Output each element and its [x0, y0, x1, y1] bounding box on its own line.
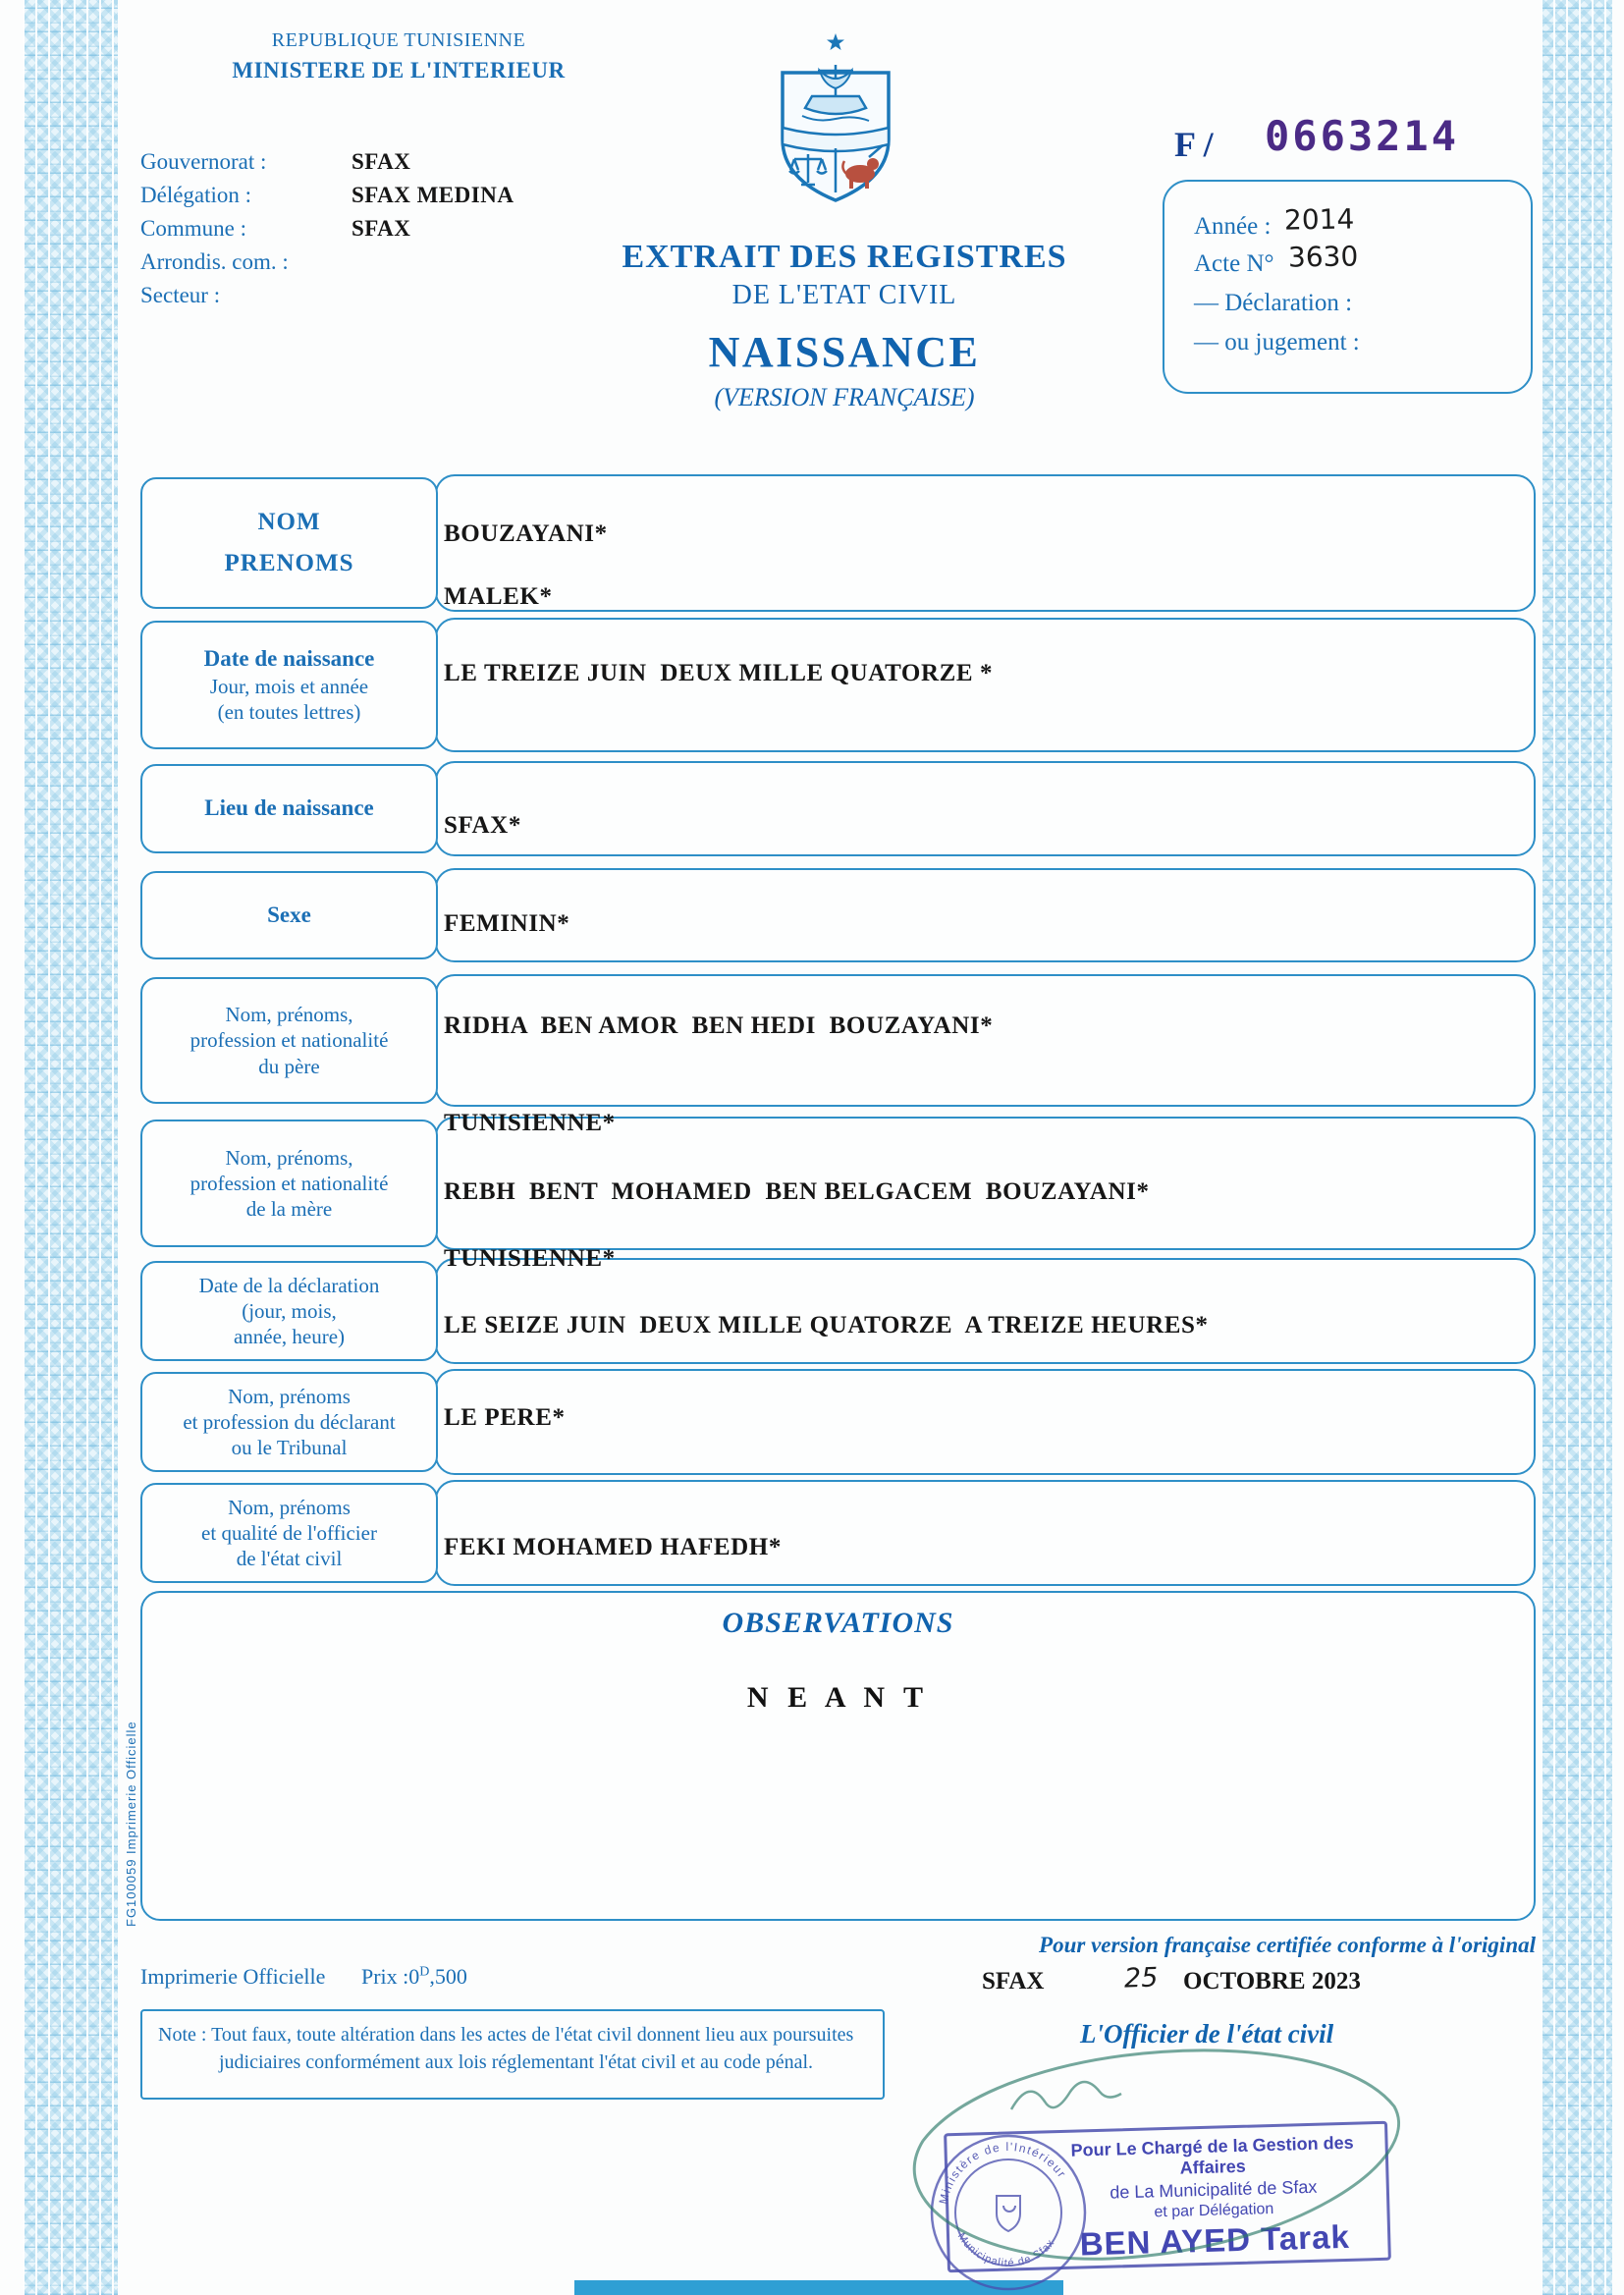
- field-date-naissance: LE TREIZE JUIN DEUX MILLE QUATORZE *: [444, 660, 994, 686]
- row-sexe: [140, 868, 1536, 962]
- officer-title: L'Officier de l'état civil: [1080, 2019, 1334, 2049]
- field-nom: BOUZAYANI*: [444, 520, 608, 547]
- republic-line: REPUBLIQUE TUNISIENNE: [271, 29, 526, 51]
- tunisia-coat-of-arms-icon: [761, 26, 908, 208]
- arrondissement-label: Arrondis. com. :: [140, 249, 289, 274]
- label-line: Nom, prénoms: [228, 1495, 351, 1519]
- serial-number-stamp: 0663214: [1265, 112, 1460, 160]
- delegation-value: SFAX MEDINA: [352, 183, 514, 207]
- prix-suffix: ,500: [429, 1964, 467, 1989]
- stamp-ring-top-text: Ministère de l'Intérieur: [936, 2139, 1070, 2206]
- acte-info-box: [1163, 180, 1533, 394]
- acte-numero-label: Acte N°: [1194, 250, 1274, 277]
- label-line: (jour, mois,: [242, 1298, 337, 1323]
- imprimerie-label: Imprimerie Officielle: [140, 1964, 326, 1989]
- value-box-sexe: [435, 868, 1536, 962]
- field-date-declaration: LE SEIZE JUIN DEUX MILLE QUATORZE A TREIZE HEURES*: [444, 1312, 1209, 1339]
- commune-label: Commune :: [140, 216, 246, 241]
- annee-value: 2014: [1283, 202, 1355, 237]
- label-line: profession et nationalité: [189, 1171, 389, 1195]
- gouvernorat-value: SFAX: [352, 149, 411, 174]
- certification-date: OCTOBRE 2023: [1183, 1968, 1361, 1994]
- document-title: [511, 239, 1178, 412]
- label-box-officier: [140, 1483, 438, 1583]
- value-box-date-declaration: [435, 1258, 1536, 1364]
- legal-note-box: Note : Tout faux, toute altération dans les actes de l'état civil donnent lieu aux poursuites judiciaires conformément aux lois réglementant l'état civil et au code pénal.: [140, 2009, 885, 2100]
- serial-prefix: F /: [1174, 125, 1214, 164]
- label-line: Date de naissance: [203, 646, 375, 672]
- prix-label: [361, 1964, 467, 1990]
- handwritten-signature: [864, 1994, 1473, 2288]
- label-box-nom-prenoms: [140, 477, 438, 609]
- declaration-label: — Déclaration :: [1194, 290, 1353, 316]
- label-box-date-naissance: [140, 621, 438, 749]
- label-line: Jour, mois et année: [209, 674, 369, 698]
- label-line: Date de la déclaration: [198, 1273, 380, 1297]
- title-line-4: (VERSION FRANÇAISE): [714, 383, 975, 411]
- title-line-1: EXTRAIT DES REGISTRES: [622, 239, 1067, 275]
- guilloche-border-left: [23, 0, 118, 2295]
- label-nom: NOM: [257, 509, 321, 535]
- title-line-2: DE L'ETAT CIVIL: [731, 280, 957, 310]
- label-line: Lieu de naissance: [204, 795, 374, 821]
- field-declarant: LE PERE*: [444, 1404, 566, 1431]
- label-line: profession et nationalité: [189, 1028, 389, 1053]
- row-date-declaration: [140, 1258, 1536, 1364]
- label-line: Nom, prénoms,: [225, 1003, 353, 1027]
- value-box-lieu-naissance: [435, 761, 1536, 856]
- value-box-declarant: [435, 1369, 1536, 1475]
- printer-side-code: FG100059 Imprimerie Officielle: [124, 1721, 138, 1927]
- annee-label: Année :: [1194, 213, 1272, 240]
- certification-day-handwritten: 25: [1123, 1962, 1159, 1994]
- field-sexe: FEMININ*: [444, 910, 570, 937]
- value-box-pere: [435, 974, 1536, 1107]
- prix-sup: D: [419, 1964, 430, 1980]
- label-box-date-declaration: [140, 1261, 438, 1361]
- field-mere-nationalite: TUNISIENNE*: [444, 1245, 616, 1272]
- row-nom-prenoms: [140, 474, 1536, 612]
- label-box-pere: [140, 977, 438, 1104]
- delegation-label: Délégation :: [140, 183, 252, 207]
- label-line: du père: [258, 1054, 320, 1078]
- field-prenom: MALEK*: [444, 583, 553, 610]
- stamp-line-3: et par Délégation: [1154, 2200, 1274, 2221]
- stamp-line-2: de La Municipalité de Sfax: [1109, 2176, 1318, 2203]
- row-lieu-naissance: [140, 761, 1536, 856]
- secteur-label: Secteur :: [140, 283, 221, 307]
- field-mere: REBH BENT MOHAMED BEN BELGACEM BOUZAYANI*: [444, 1178, 1150, 1205]
- label-line: Nom, prénoms,: [225, 1145, 353, 1170]
- label-line: de l'état civil: [236, 1547, 343, 1571]
- label-line: Sexe: [267, 902, 311, 927]
- guilloche-border-right: [1541, 0, 1612, 2295]
- label-box-sexe: [140, 871, 438, 959]
- certification-line: Pour version française certifiée conforme à l'original: [1039, 1933, 1536, 1957]
- gouvernorat-label: Gouvernorat :: [140, 149, 267, 174]
- certification-place: SFAX: [982, 1968, 1045, 1994]
- government-header: [192, 29, 605, 83]
- label-line: ou le Tribunal: [231, 1436, 348, 1460]
- row-pere: [140, 974, 1536, 1107]
- title-line-3: NAISSANCE: [708, 328, 981, 376]
- stamp-ring-bottom-text: Municipalité de Sfax: [954, 2230, 1057, 2269]
- label-line: (en toutes lettres): [217, 699, 361, 724]
- label-line: année, heure): [233, 1325, 346, 1349]
- field-pere-nationalite: TUNISIENNE*: [444, 1110, 616, 1136]
- observations-value: N E A N T: [746, 1681, 930, 1714]
- label-line: et profession du déclarant: [183, 1409, 396, 1434]
- value-box-officier: [435, 1480, 1536, 1586]
- stamp-line-1: Pour Le Chargé de la Gestion des Affaires: [1070, 2132, 1354, 2178]
- prix-prefix: Prix :0: [361, 1964, 420, 1989]
- label-line: Nom, prénoms: [228, 1384, 351, 1408]
- row-officier: [140, 1480, 1536, 1586]
- field-officier: FEKI MOHAMED HAFEDH*: [444, 1534, 782, 1560]
- field-pere: RIDHA BEN AMOR BEN HEDI BOUZAYANI*: [444, 1012, 994, 1039]
- field-lieu-naissance: SFAX*: [444, 812, 521, 839]
- label-line: de la mère: [245, 1197, 333, 1222]
- label-box-declarant: [140, 1372, 438, 1472]
- observations-title: OBSERVATIONS: [722, 1607, 954, 1639]
- ministry-line: MINISTERE DE L'INTERIEUR: [232, 58, 566, 82]
- commune-value: SFAX: [352, 216, 411, 241]
- label-prenoms: PRENOMS: [224, 550, 354, 576]
- label-line: et qualité de l'officier: [201, 1520, 377, 1545]
- row-declarant: [140, 1369, 1536, 1475]
- stamp-signatory-name: BEN AYED Tarak: [1079, 2217, 1351, 2263]
- observations-box: [140, 1591, 1536, 1921]
- label-box-lieu-naissance: [140, 764, 438, 853]
- acte-numero-value: 3630: [1287, 240, 1359, 274]
- label-box-mere: [140, 1120, 438, 1247]
- jugement-label: — ou jugement :: [1194, 329, 1360, 355]
